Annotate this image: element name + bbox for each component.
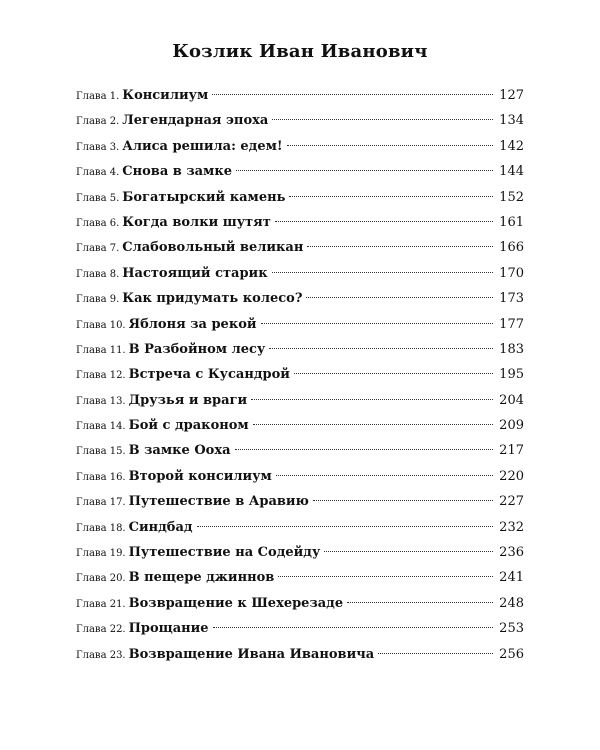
chapter-title: Яблоня за рекой (128, 316, 257, 332)
page-number: 227 (499, 494, 524, 510)
page-title: Козлик Иван Иванович (172, 41, 428, 62)
chapter-title: Богатырский камень (122, 189, 286, 205)
dot-leader (289, 196, 493, 197)
page-number: 173 (499, 291, 524, 307)
chapter-number: Глава 16. (76, 471, 126, 483)
chapter-title: Настоящий старик (122, 265, 268, 281)
toc-entry (76, 108, 524, 133)
page-number: 170 (499, 265, 524, 281)
chapter-title: Снова в замке (122, 164, 232, 180)
chapter-title: Алиса решила: едем! (122, 138, 283, 154)
chapter-number: Глава 5. (76, 192, 120, 204)
chapter-title: Прощание (128, 621, 209, 637)
chapter-number: Глава 20. (76, 573, 126, 585)
toc-entry (76, 83, 524, 108)
dot-leader (261, 323, 494, 324)
dot-leader (276, 475, 493, 476)
chapter-number: Глава 14. (76, 421, 126, 433)
chapter-number: Глава 4. (76, 167, 120, 179)
dot-leader (236, 170, 493, 171)
page-number: 253 (499, 621, 524, 637)
chapter-number: Глава 21. (76, 598, 126, 610)
dot-leader (272, 119, 493, 120)
page-number: 204 (499, 392, 524, 408)
chapter-number: Глава 17. (76, 497, 126, 509)
dot-leader (347, 602, 493, 603)
page-number: 209 (499, 418, 524, 434)
dot-leader (253, 424, 493, 425)
dot-leader (197, 526, 494, 527)
dot-leader (272, 272, 494, 273)
chapter-title: В пещере джиннов (128, 570, 275, 586)
chapter-title: Когда волки шутят (122, 214, 271, 230)
chapter-title: Легендарная эпоха (122, 113, 269, 129)
chapter-number: Глава 12. (76, 370, 126, 382)
toc-entry (76, 286, 524, 311)
dot-leader (251, 399, 493, 400)
page-number: 152 (499, 189, 524, 205)
page-number: 220 (499, 468, 524, 484)
chapter-number: Глава 15. (76, 446, 126, 458)
page-number: 241 (499, 570, 524, 586)
chapter-number: Глава 22. (76, 624, 126, 636)
toc-entry (76, 616, 524, 641)
dot-leader (294, 373, 493, 374)
chapter-number: Глава 8. (76, 268, 120, 280)
dot-leader (306, 297, 493, 298)
chapter-title: Бой с драконом (128, 418, 249, 434)
page-number: 236 (499, 545, 524, 561)
chapter-number: Глава 6. (76, 217, 120, 229)
page-number: 161 (499, 214, 524, 230)
toc-entry (76, 489, 524, 514)
chapter-title: Как придумать колесо? (122, 291, 303, 307)
dot-leader (324, 551, 493, 552)
page-number: 134 (499, 113, 524, 129)
toc-entry (76, 540, 524, 565)
dot-leader (307, 246, 493, 247)
dot-leader (235, 449, 494, 450)
dot-leader (313, 500, 493, 501)
toc-entry (76, 261, 524, 286)
page-number: 217 (499, 443, 524, 459)
dot-leader (287, 145, 494, 146)
toc-entry (76, 312, 524, 337)
dot-leader (213, 627, 494, 628)
chapter-number: Глава 10. (76, 319, 126, 331)
chapter-number: Глава 13. (76, 395, 126, 407)
toc-entry (76, 235, 524, 260)
chapter-number: Глава 9. (76, 294, 120, 306)
chapter-title: Друзья и враги (128, 392, 248, 408)
chapter-title: В Разбойном лесу (128, 341, 266, 357)
chapter-title: Путешествие на Содейду (128, 545, 321, 561)
page-number: 183 (499, 341, 524, 357)
toc-entry (76, 362, 524, 387)
dot-leader (212, 94, 493, 95)
toc-entry (76, 413, 524, 438)
chapter-title: Возвращение Ивана Ивановича (128, 646, 375, 662)
chapter-number: Глава 11. (76, 344, 126, 356)
toc-entry (76, 438, 524, 463)
chapter-number: Глава 18. (76, 522, 126, 534)
toc-entry (76, 159, 524, 184)
page-number: 256 (499, 646, 524, 662)
chapter-number: Глава 19. (76, 548, 126, 560)
page-number: 142 (499, 138, 524, 154)
toc-entry (76, 515, 524, 540)
toc-entry (76, 388, 524, 413)
chapter-title: Путешествие в Аравию (128, 494, 309, 510)
page-number: 177 (499, 316, 524, 332)
page-number: 195 (499, 367, 524, 383)
toc-entry (76, 565, 524, 590)
dot-leader (275, 221, 493, 222)
chapter-title: Встреча с Кусандрой (128, 367, 290, 383)
chapter-number: Глава 3. (76, 141, 120, 153)
chapter-number: Глава 1. (76, 91, 120, 102)
chapter-number: Глава 7. (76, 243, 120, 255)
toc-entry (76, 134, 524, 159)
toc-entry (76, 591, 524, 616)
toc-entry (76, 185, 524, 210)
chapter-number: Глава 23. (76, 649, 126, 661)
page-number: 144 (499, 164, 524, 180)
page-number: 248 (499, 595, 524, 611)
dot-leader (378, 653, 493, 654)
page-number: 232 (499, 519, 524, 535)
toc-entry (76, 210, 524, 235)
chapter-title: Синдбад (128, 519, 193, 535)
toc-entry (76, 337, 524, 362)
chapter-title: Возвращение к Шехерезаде (128, 595, 344, 611)
page-number: 166 (499, 240, 524, 256)
table-of-contents (76, 83, 524, 667)
chapter-title: Консилиум (122, 88, 209, 103)
chapter-title: В замке Ооха (128, 443, 231, 459)
page-number: 127 (499, 88, 524, 103)
toc-entry (76, 464, 524, 489)
chapter-title: Второй консилиум (128, 468, 272, 484)
chapter-number: Глава 2. (76, 116, 120, 128)
toc-entry (76, 642, 524, 667)
dot-leader (278, 576, 493, 577)
chapter-title: Слабовольный великан (122, 240, 304, 256)
dot-leader (269, 348, 493, 349)
